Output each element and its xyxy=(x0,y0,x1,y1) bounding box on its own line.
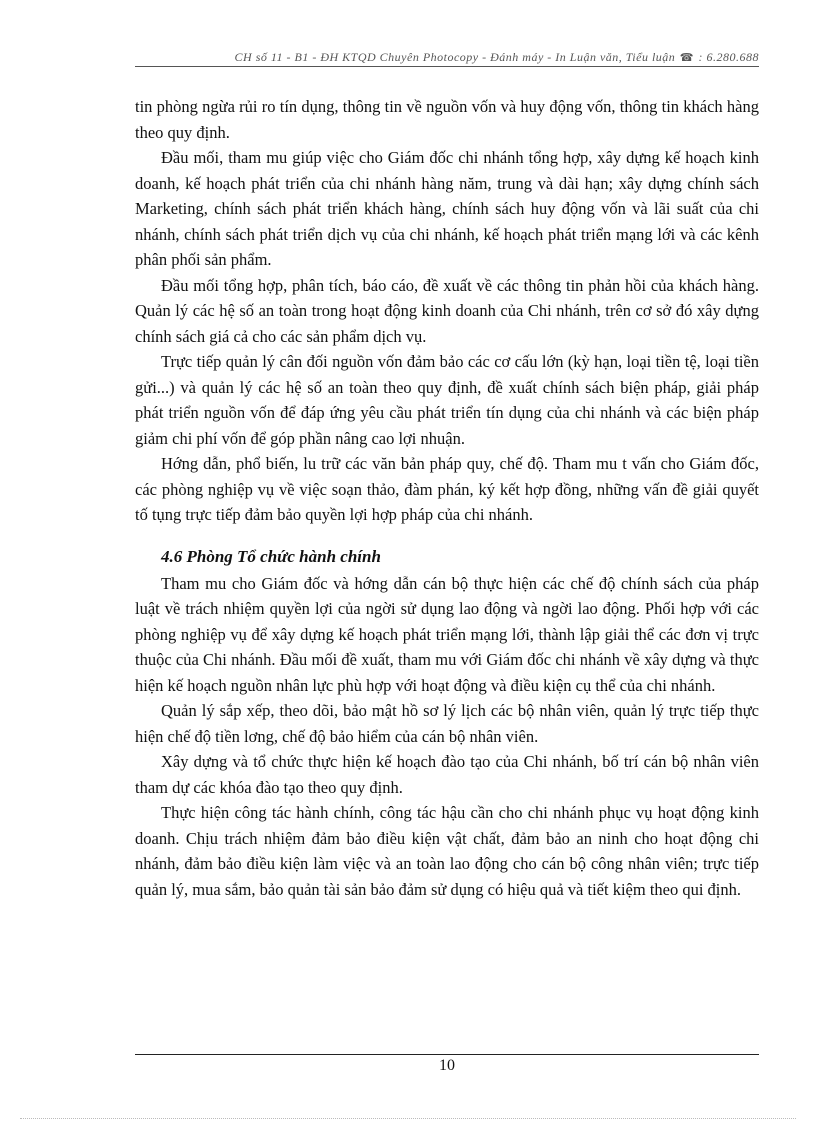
paragraph: Xây dựng và tổ chức thực hiện kế hoạch đào tạo của Chi nhánh, bố trí cán bộ nhân viên tham dự các khóa đào tạo theo quy định. xyxy=(135,752,759,797)
phone-icon: ☎ xyxy=(679,52,694,64)
paragraph: tin phòng ngừa rủi ro tín dụng, thông tin về nguồn vốn và huy động vốn, thông tin khách hàng theo quy định. xyxy=(135,97,759,142)
page-bottom-edge xyxy=(20,1118,796,1119)
paragraph: Tham mu cho Giám đốc và hớng dẫn cán bộ thực hiện các chế độ chính sách của pháp luật về trách nhiệm quyền lợi của ngời sử dụng lao động và ngời lao động. Phối hợp với các phòng nghiệp vụ để xây dựng kế hoạch phát triển mạng lới, thành lập giải thể các đơn vị trực thuộc của Chi nhánh. Đầu mối đề xuất, tham mu với Giám đốc chi nhánh về xây dựng và thực hiện kế hoạch nguồn nhân lực phù hợp với hoạt động và điều kiện cụ thể của chi nhánh. xyxy=(135,573,759,695)
header-phone-number: : 6.280.688 xyxy=(698,50,759,64)
paragraph: Đầu mối tổng hợp, phân tích, báo cáo, đề xuất về các thông tin phản hồi của khách hàng. Quản lý các hệ số an toàn trong hoạt động kinh doanh của Chi nhánh, trên cơ sở đó xây dựng chính sách giá cả cho các sản phẩm dịch vụ. xyxy=(135,275,759,346)
document-body xyxy=(135,94,759,902)
paragraph: Hớng dẫn, phổ biến, lu trữ các văn bản pháp quy, chế độ. Tham mu t vấn cho Giám đốc, các phòng nghiệp vụ về việc soạn thảo, đàm phán, ký kết hợp đồng, những vấn đề giải quyết tố tụng trực tiếp đảm bảo quyền lợi hợp pháp của chi nhánh. xyxy=(135,454,759,524)
section-heading: 4.6 Phòng Tổ chức hành chính xyxy=(161,546,381,566)
page-number: 10 xyxy=(439,1057,455,1074)
paragraph: Đầu mối, tham mu giúp việc cho Giám đốc chi nhánh tổng hợp, xây dựng kế hoạch kinh doanh, kế hoạch phát triển của chi nhánh hàng năm, trung và dài hạn; xây dựng chính sách Marketing, chính sách phát triển khách hàng, chính sách huy động vốn và lãi suất của chi nhánh, chính sách phát triển dịch vụ của chi nhánh, kế hoạch phát triển mạng lới và các kênh phân phối sản phẩm. xyxy=(135,148,759,269)
paragraph: Quản lý sắp xếp, theo dõi, bảo mật hồ sơ lý lịch các bộ nhân viên, quản lý trực tiếp thực hiện chế độ tiền lơng, chế độ bảo hiểm của cán bộ nhân viên. xyxy=(135,701,759,746)
page-header xyxy=(135,50,759,67)
paragraph: Trực tiếp quản lý cân đối nguồn vốn đảm bảo các cơ cấu lớn (kỳ hạn, loại tiền tệ, loại tiền gửi...) và quản lý các hệ số an toàn theo quy định, đề xuất chính sách biện pháp, giải pháp phát triển nguồn vốn để đáp ứng yêu cầu phát triển tín dụng của chi nhánh và các biện pháp giảm chi phí vốn để góp phần nâng cao lợi nhuận. xyxy=(135,352,759,448)
paragraph: Thực hiện công tác hành chính, công tác hậu cần cho chi nhánh phục vụ hoạt động kinh doanh. Chịu trách nhiệm đảm bảo điều kiện vật chất, đảm bảo an ninh cho hoạt động chi nhánh, đảm bảo điều kiện làm việc và an toàn lao động cho cán bộ công nhân viên; trực tiếp quản lý, mua sắm, bảo quản tài sản bảo đảm sử dụng có hiệu quả và tiết kiệm theo qui định. xyxy=(135,803,759,899)
footer-divider xyxy=(135,1054,759,1055)
header-text: CH số 11 - B1 - ĐH KTQD Chuyên Photocopy - Đánh máy - In Luận văn, Tiểu luận xyxy=(234,50,676,64)
